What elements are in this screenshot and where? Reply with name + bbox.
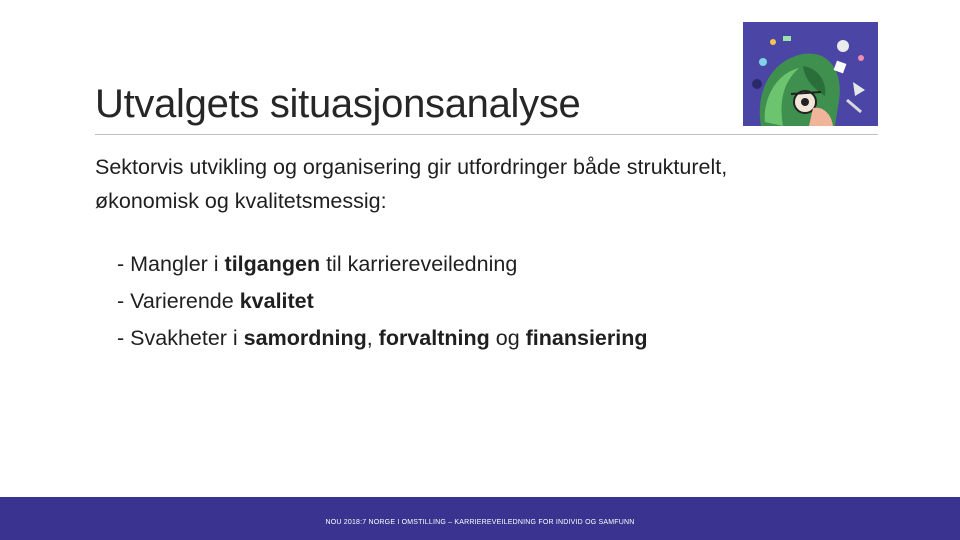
bullet-text: og <box>489 326 526 350</box>
bullet-bold-text: forvaltning <box>378 326 490 350</box>
bullet-bold-text: samordning <box>243 326 367 350</box>
bullet-item <box>117 283 648 320</box>
bullet-item <box>117 246 648 283</box>
bullet-text: Svakheter i <box>130 326 244 350</box>
bullet-list <box>117 246 648 357</box>
bullet-item <box>117 320 648 357</box>
bullet-bold-text: kvalitet <box>239 289 314 313</box>
slide-title: Utvalgets situasjonsanalyse <box>95 82 581 126</box>
bullet-bold-text: tilgangen <box>224 252 321 276</box>
intro-line-2: økonomisk og kvalitetsmessig: <box>95 189 387 213</box>
bullet-text: til karriereveiledning <box>320 252 518 276</box>
bullet-bold-text: finansiering <box>525 326 648 350</box>
bullet-dash: - <box>117 326 131 350</box>
bullet-text: Varierende <box>130 289 240 313</box>
illustration-image <box>743 22 878 126</box>
bullet-dash: - <box>117 252 131 276</box>
intro-line-1: Sektorvis utvikling og organisering gir utfordringer både strukturelt, <box>95 155 728 179</box>
bullet-text: , <box>366 326 379 350</box>
title-divider <box>95 134 878 135</box>
footer-text: NOU 2018:7 NORGE I OMSTILLING – KARRIEREVEILEDNING FOR INDIVID OG SAMFUNN <box>325 519 635 526</box>
bullet-text: Mangler i <box>130 252 225 276</box>
intro-text <box>95 150 885 218</box>
bullet-dash: - <box>117 289 131 313</box>
